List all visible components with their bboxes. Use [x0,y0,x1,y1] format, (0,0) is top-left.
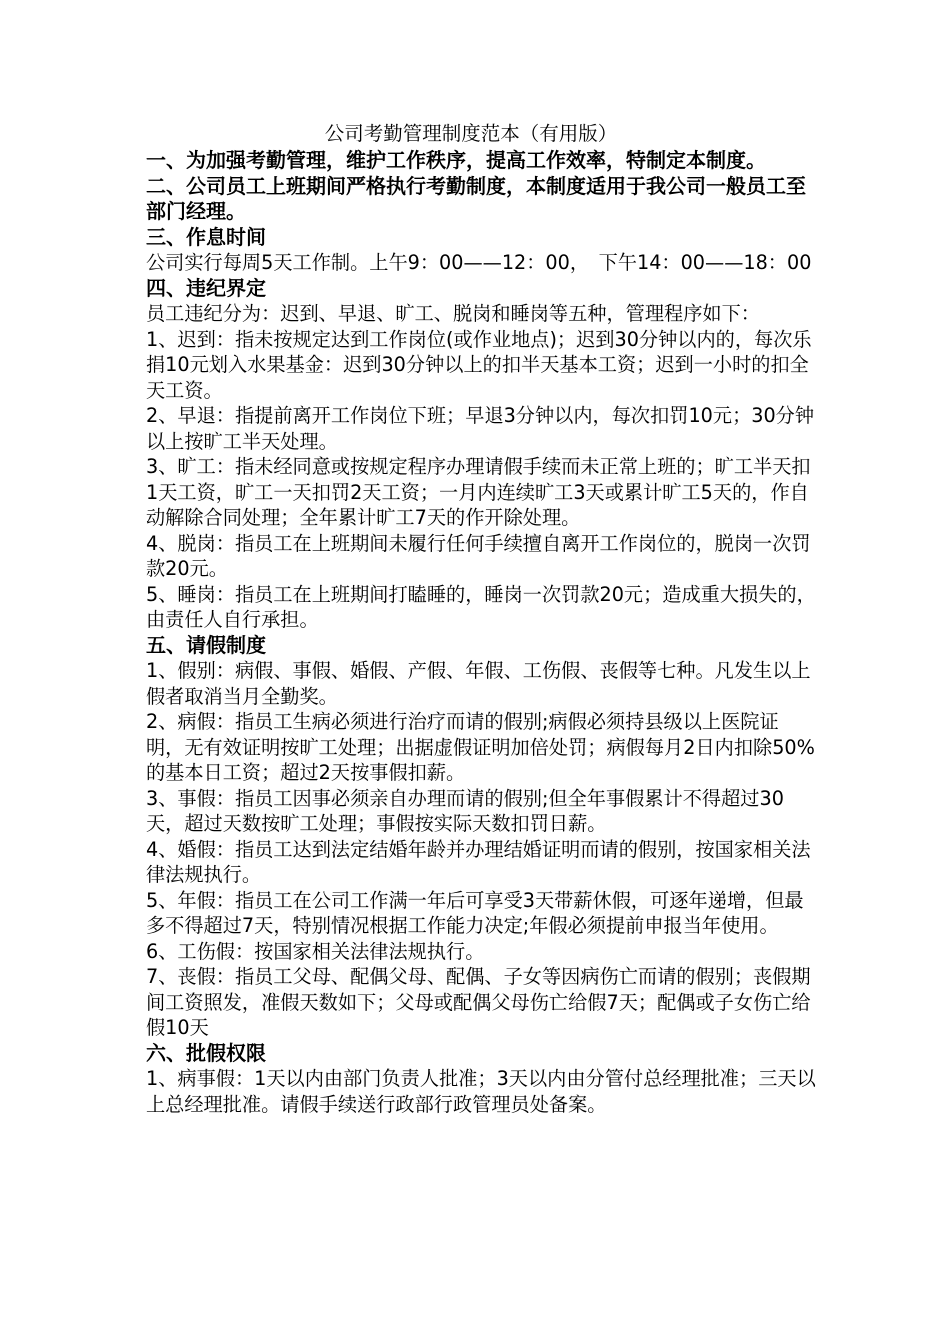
section-heading: 三、作息时间 [146,224,266,249]
paragraph: 2、病假：指员工生病必须进行治疗而请的假别;病假必须持县级以上医院证明，无有效证明按旷工处理；出据虚假证明加倍处罚；病假每月2日内扣除50%的基本日工资；超过2天按事假扣薪。 [146,710,815,784]
paragraph: 1、迟到：指未按规定达到工作岗位(或作业地点)；迟到30分钟以内的，每次乐捐10元划入水果基金：迟到30分钟以上的扣半天基本工资；迟到一小时的扣全天工资。 [146,327,812,402]
section-heading: 四、违纪界定 [146,275,266,300]
paragraph: 2、早退：指提前离开工作岗位下班；早退3分钟以内，每次扣罚10元；30分钟以上按旷工半天处理。 [146,404,815,453]
section-heading: 五、请假制度 [146,632,266,657]
document-body [146,148,816,1117]
paragraph: 6、工伤假：按国家相关法律法规执行。 [146,939,485,963]
section-heading: 六、批假权限 [146,1040,266,1065]
paragraph: 7、丧假：指员工父母、配偶父母、配偶、子女等因病伤亡而请的假别；丧假期间工资照发，准假天数如下；父母或配偶父母伤亡给假7天；配偶或子女伤亡给假10天 [146,965,811,1039]
paragraph: 员工违纪分为：迟到、早退、旷工、脱岗和睡岗等五种，管理程序如下： [146,302,760,325]
document-page [146,120,816,1117]
paragraph: 1、病事假：1天以内由部门负责人批准；3天以内由分管付总经理批准；三天以上总经理批准。请假手续送行政部行政管理员处备案。 [146,1067,816,1116]
paragraph: 5、睡岗：指员工在上班期间打瞌睡的，睡岗一次罚款20元；造成重大损失的，由责任人自行承担。 [146,582,816,631]
paragraph: 1、假别：病假、事假、婚假、产假、年假、工伤假、丧假等七种。凡发生以上假者取消当月全勤奖。 [146,659,811,708]
paragraph: 4、婚假：指员工达到法定结婚年龄并办理结婚证明而请的假别，按国家相关法律法规执行。 [146,837,811,886]
section-heading: 一、为加强考勤管理，维护工作秩序，提高工作效率，特制定本制度。 [146,148,766,172]
paragraph: 公司实行每周5天工作制。上午9：00——12：00， 下午14：00——18：00 [146,251,812,274]
section-heading: 二、公司员工上班期间严格执行考勤制度，本制度适用于我公司一般员工至部门经理。 [146,173,806,223]
paragraph: 3、事假：指员工因事必须亲自办理而请的假别;但全年事假累计不得超过30天，超过天数按旷工处理；事假按实际天数扣罚日薪。 [146,786,784,835]
paragraph: 3、旷工：指未经同意或按规定程序办理请假手续而未正常上班的；旷工半天扣1天工资，旷工一天扣罚2天工资；一月内连续旷工3天或累计旷工5天的，作自动解除合同处理；全年累计旷工7天的作开除处理。 [146,455,811,529]
document-title: 公司考勤管理制度范本（有用版） [324,122,618,145]
paragraph: 4、脱岗：指员工在上班期间未履行任何手续擅自离开工作岗位的，脱岗一次罚款20元。 [146,531,811,580]
paragraph: 5、年假：指员工在公司工作满一年后可享受3天带薪休假，可逐年递增，但最多不得超过7天，特别情况根据工作能力决定;年假必须提前申报当年使用。 [146,888,804,937]
